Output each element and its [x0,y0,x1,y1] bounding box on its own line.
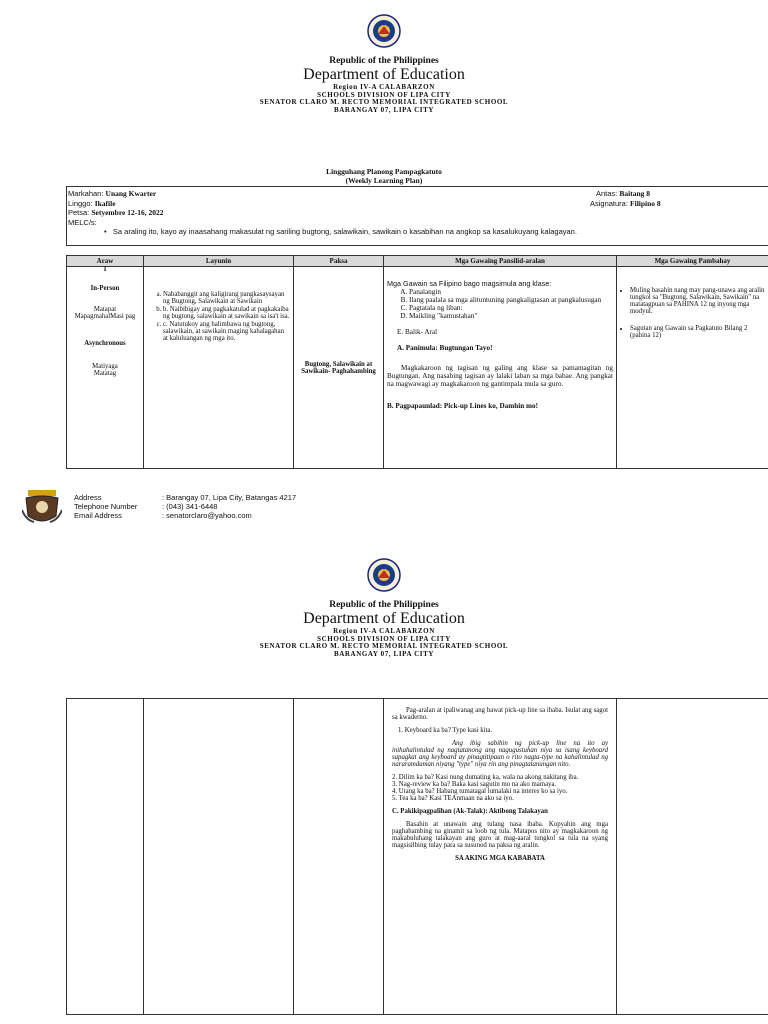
values-async: Matiyaga Matatag [92,363,118,377]
linggo-value: Ikafile [94,198,116,208]
page2-header [0,600,768,659]
col-gawain: Mga Gawaing Pansilid-aralan [384,256,617,267]
email-value: : senatorclaro@yahoo.com [162,511,252,520]
address-value: : Barangay 07, Lipa City, Batangas 4217 [162,493,297,502]
barangay-text: BARANGAY 07, LIPA CITY [333,106,435,115]
pagpapaunlad-heading: B. Pagpapaunlad: Pick-up Lines ko, Damhin mo! [387,402,538,410]
lesson-table [66,255,768,469]
republic-text: Republic of the Philippines [329,56,439,66]
region-text: Region IV-A CALABARZON [333,627,435,636]
melcs-label: MELC/s: [68,217,97,227]
layunin-item: b. b. Naibibigay ang pagkakatulad at pagkakaiba ng bugtong, salawikain at sawikain sa isa't isa. [163,306,290,320]
gawain-item: A. Panalangin [409,288,613,296]
bullet-icon: • [104,227,113,236]
department-title: Department of Education [303,610,465,628]
col-paksa: Paksa [294,256,384,267]
pambahay-item: • Sagutan ang Gawain sa Pagkatuto Bilang 2 (pahina 12) [630,325,765,339]
pickup-line: 2. Dilim ka ba? Kasi nung dumating ka, wala na akong nakitang iba. [392,774,579,781]
layunin-cell-empty [144,699,294,1015]
araw-cell-empty [67,699,144,1015]
page1-header [0,56,768,115]
mode-async: Asynchronous [84,340,126,347]
panimula-text: Magkakaroon ng tagisan ng galing ang klase sa pamamagitan ng Bugtungan. Ang nasabing tagisan ay lalaki laban sa mga babae. Ang pangkat na magwawagi ay magkakaroon ng gantimpala mula sa guro. [387,364,613,388]
linggo-label: Linggo: [68,198,93,208]
lesson-table-continued [66,698,768,1015]
pickup-line: 5. Tea ka ba? Kasi TEAnmaan na ako sa iyo. [392,795,514,802]
col-layunin: Layunin [144,256,294,267]
asignatura-label: Asignatura: [590,198,628,208]
antas-label: Antas: [596,189,618,198]
gawain-item: B. Ilang paalala sa mga alituntuning pangkaligtasan at pangkalusugan [409,296,613,304]
gawain-item: C. Pagtatala ng liban: [409,304,613,312]
antas-value: Baitang 8 [619,189,650,198]
asignatura-value: Filipino 8 [630,198,661,208]
school-name: SENATOR CLARO M. RECTO MEMORIAL INTEGRATED SCHOOL [259,642,509,651]
table-row [67,699,768,1015]
barangay-text: BARANGAY 07, LIPA CITY [333,650,435,659]
melc-text: Sa araling ito, kayo ay inaasahang makasulat ng sariling bugtong, salawikain, sawikain o kasabihan na angkop sa kasalukuyang kalagayan. [112,227,577,236]
petsa-value: Setyembre 12-16, 2022 [91,208,164,217]
markahan-value: Unang Kwarter [105,189,157,198]
republic-text: Republic of the Philippines [329,600,439,610]
division-text: SCHOOLS DIVISION OF LIPA CITY [317,634,451,643]
pambahay-cell-empty [617,699,768,1015]
school-logo-icon [22,490,62,526]
info-frame [66,186,768,246]
values-inperson: Matapat MapagmahalMasi pag [74,306,136,320]
panimula-heading: A. Panimula: Bugtungan Tayo! [397,344,493,352]
region-text: Region IV-A CALABARZON [333,83,435,92]
pickup-line: 1. Keyboard ka ba? Type kasi kita. [398,727,493,734]
day-number: 1 [103,266,107,273]
gawain-cell [384,699,617,1015]
mode-inperson: In-Person [90,285,120,292]
pambahay-item: • Muling basahin nang may pang-unawa ang aralin tungkol sa "Bugtong, Salawikain, Sawikain" na matatagpuan sa PAHINA 12 ng inyong mga modyul. [630,287,765,315]
layunin-item: c. c. Natutukoy ang halimbawa ng bugtong, salawikain, at sawikain maging kahalagahan at kaluluangan ng mga ito. [163,321,290,342]
layunin-cell [144,267,294,469]
school-name: SENATOR CLARO M. RECTO MEMORIAL INTEGRATED SCHOOL [259,98,509,107]
plan-title [0,167,768,185]
section-c-text: Basahin at unawain ang tulang nasa ibaba. Kopyahin ang mga paghahambing na ginamit sa loob ng tula. Matapos nito ay magkakaroon ng makabuluhang talakayan ang guro at mag-aaral tungkol sa tula na syang magsisilbing tulay para sa susunod na paksa ng aralin. [392,821,608,849]
paksa-cell [294,267,384,469]
address-label: Address [74,493,102,502]
pickup-line: 4. Utang ka ba? Habang tumatagal lumalaki na interes ko sa iyo. [392,788,568,795]
division-text: SCHOOLS DIVISION OF LIPA CITY [317,90,451,99]
deped-seal-icon [367,558,401,592]
gawain-cell [384,267,617,469]
col-pambahay: Mga Gawaing Pambahay [617,256,768,267]
deped-seal-icon [367,14,401,48]
plan-title-line1: Lingguhang Planong Pampagkatuto [326,167,442,176]
phone-value: : (043) 341-6448 [162,502,218,511]
pickup-explanation: Ang ibig sabihin ng pick-up line na ito ay inihahalintulad ng nagtatanong ang nagugustuhan niya sa isang keyboard sapagkat ang keyboard ay pinagtitipaan o rito nagta-type na kahalintulad ng nararamdaman niyang "type" niya rin ang pinagtatanungan nito. [392,740,608,768]
gawain-item: D. Maikling "kamustahan" [409,312,613,320]
col-araw: Araw [67,256,144,267]
araw-cell [67,267,144,469]
pambahay-cell [617,267,768,469]
paksa-text: Bugtong, Salawikain at Sawikain- Paghahambing [301,360,376,375]
pickup-line: 3. Nag-review ka ba? Baka kasi sagutin mo na ako mamaya. [392,781,557,788]
balik-aral: E. Balik- Aral [397,328,438,336]
gawain-intro: Mga Gawain sa Filipino bago magsimula ang klase: [387,279,552,288]
markahan-label: Markahan: [68,189,104,198]
pickup-intro: Pag-aralan at ipaliwanag ang bawat pick-up line sa ibaba. Isulat ang sagot sa kwaderno. [392,707,608,721]
email-label: Email Address [74,511,122,520]
paksa-cell-empty [294,699,384,1015]
poem-title: SA AKING MGA KABABATA [455,855,545,862]
layunin-item: a. Nababanggit ang kaligirang pangkasaysayan ng Bugtong, Salawikain at Sawikain [163,291,290,305]
table-row [67,267,768,469]
petsa-label: Petsa: [68,208,90,217]
phone-label: Telephone Number [74,502,138,511]
department-title: Department of Education [303,66,465,84]
section-c-heading: C. Pakikipagpalihan (Ak-Talak): Aktibong Talakayan [392,808,548,815]
table-header-row [67,256,768,267]
plan-title-line2: (Weekly Learning Plan) [345,176,423,185]
